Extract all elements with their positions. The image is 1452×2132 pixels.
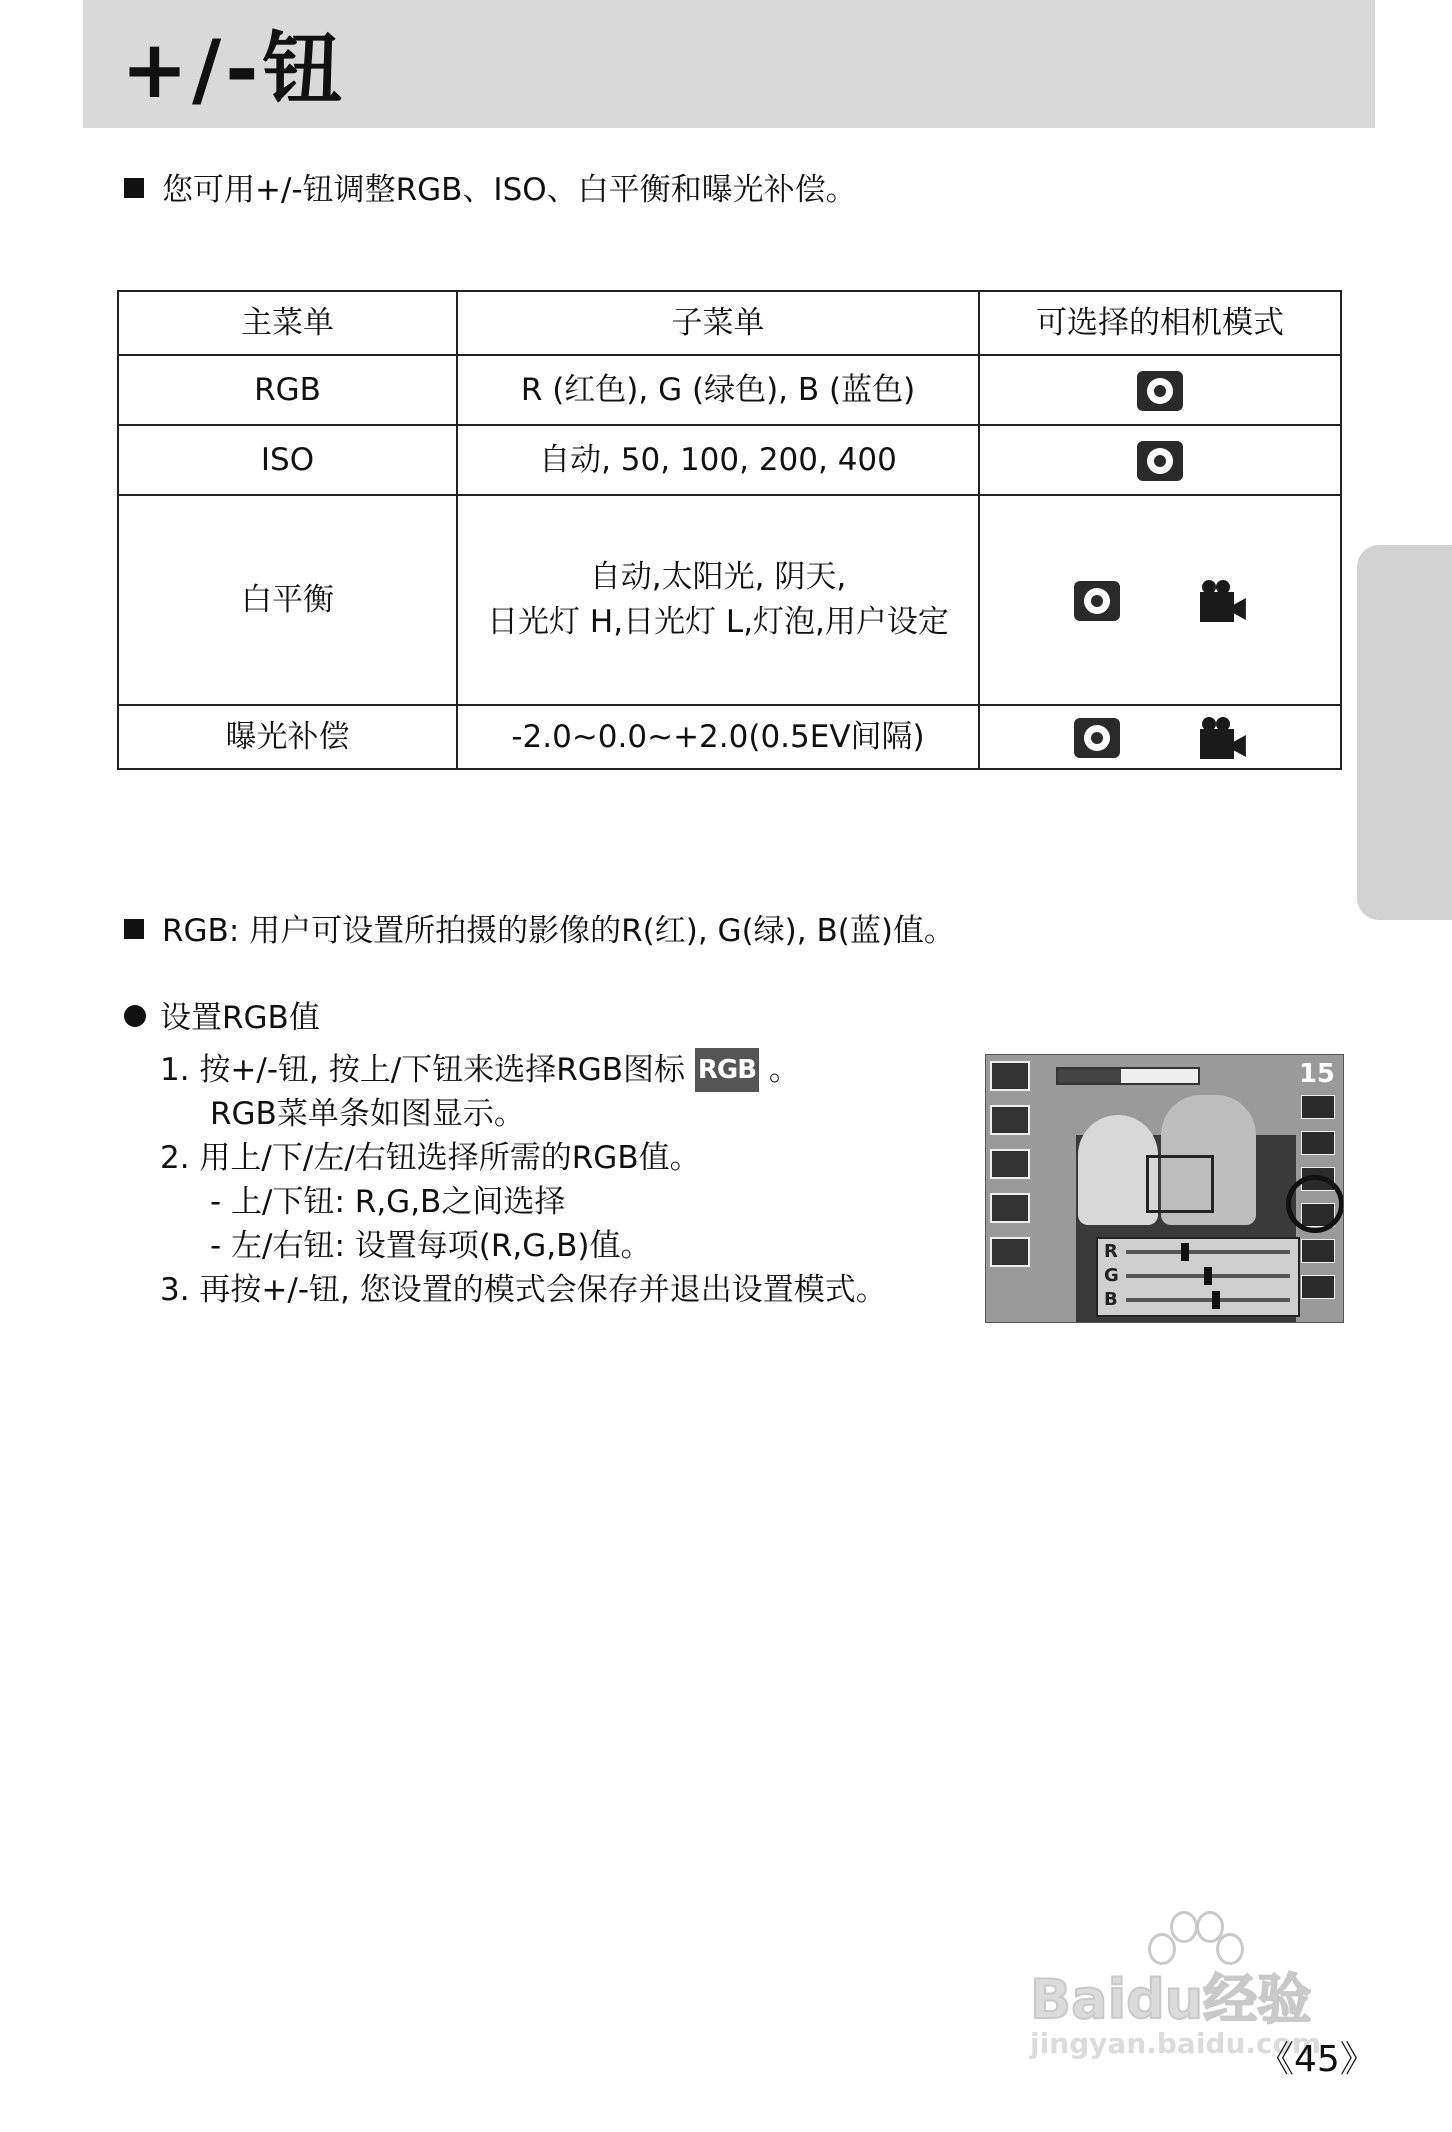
rgb-note-text: RGB: 用户可设置所拍摄的影像的R(红), G(绿), B(蓝)值。	[162, 913, 955, 949]
watermark-url: jingyan.baidu.com	[1030, 2027, 1322, 2060]
row-main: RGB	[118, 355, 457, 425]
flash-icon	[990, 1149, 1030, 1179]
battery-icon	[990, 1237, 1030, 1267]
intro-text: 您可用+/-钮调整RGB、ISO、白平衡和曝光补偿。	[162, 172, 857, 208]
camera-icon	[1074, 581, 1120, 621]
row-sub	[457, 495, 979, 705]
step-2: 2. 用上/下/左/右钮选择所需的RGB值。	[160, 1140, 701, 1176]
step-1-detail: RGB菜单条如图显示。	[210, 1096, 525, 1132]
camera-mode-icon	[990, 1061, 1030, 1091]
section-title: 设置RGB值	[160, 1000, 320, 1036]
movie-icon	[1200, 717, 1246, 759]
section-title-line	[124, 1000, 320, 1036]
row-modes	[979, 355, 1341, 425]
movie-icon	[1200, 580, 1246, 622]
quality-icon	[1301, 1131, 1335, 1155]
page-title: +/-钮	[121, 23, 347, 116]
header-main-menu: 主菜单	[118, 291, 457, 355]
page-header	[83, 0, 1375, 128]
size-icon	[1301, 1095, 1335, 1119]
row-sub: R (红色), G (绿色), B (蓝色)	[457, 355, 979, 425]
left-icon-column	[990, 1061, 1030, 1281]
round-bullet-icon	[124, 1005, 146, 1027]
row-sub: 自动, 50, 100, 200, 400	[457, 425, 979, 495]
rgb-knob	[1212, 1291, 1220, 1309]
steps-list	[160, 1048, 887, 1312]
modes-table	[117, 290, 1342, 770]
row-sub-line: 日光灯 H,日光灯 L,灯泡,用户设定	[487, 604, 949, 640]
step-2-b: - 左/右钮: 设置每项(R,G,B)值。	[210, 1228, 652, 1264]
rgb-row: G	[1102, 1265, 1294, 1287]
highlight-circle	[1286, 1175, 1344, 1233]
page-number: 《45》	[1258, 2039, 1376, 2080]
rgb-row: B	[1102, 1289, 1294, 1311]
row-main: 曝光补偿	[118, 705, 457, 769]
table-row	[118, 425, 1341, 495]
square-bullet-icon	[124, 178, 144, 198]
camera-icon	[1137, 371, 1183, 411]
shot-count: 15	[1298, 1059, 1335, 1089]
rgb-icon: RGB	[695, 1048, 759, 1092]
step-3: 3. 再按+/-钮, 您设置的模式会保存并退出设置模式。	[160, 1272, 887, 1308]
rgb-panel	[1096, 1237, 1300, 1317]
row-main: 白平衡	[118, 495, 457, 705]
side-tab	[1357, 545, 1452, 920]
rgb-row: R	[1102, 1241, 1294, 1263]
table-header-row	[118, 291, 1341, 355]
intro-line	[124, 172, 857, 208]
table-row	[118, 355, 1341, 425]
iso-icon	[1301, 1239, 1335, 1263]
wb-icon	[1301, 1275, 1335, 1299]
timer-icon	[990, 1193, 1030, 1223]
row-sub-line: 自动,太阳光, 阴天,	[589, 559, 847, 596]
square-bullet-icon	[124, 919, 144, 939]
table-row	[118, 495, 1341, 705]
camera-screen-image	[985, 1054, 1344, 1323]
step-1: 1. 按+/-钮, 按上/下钮来选择RGB图标 RGB 。	[160, 1048, 887, 1092]
rgb-knob	[1204, 1267, 1212, 1285]
exposure-bar	[1056, 1067, 1200, 1085]
header-sub-menu: 子菜单	[457, 291, 979, 355]
row-modes	[979, 495, 1341, 705]
header-camera-modes: 可选择的相机模式	[979, 291, 1341, 355]
row-sub: -2.0~0.0~+2.0(0.5EV间隔)	[457, 705, 979, 769]
row-modes	[979, 425, 1341, 495]
rgb-knob	[1181, 1243, 1189, 1261]
watermark-brand: Baidu经验	[1030, 1968, 1312, 2031]
row-main: ISO	[118, 425, 457, 495]
focus-frame	[1146, 1155, 1214, 1213]
menu-icon	[990, 1105, 1030, 1135]
step-2-a: - 上/下钮: R,G,B之间选择	[210, 1184, 566, 1220]
table-row	[118, 705, 1341, 769]
rgb-note-line	[124, 913, 955, 949]
camera-icon	[1074, 718, 1120, 758]
camera-icon	[1137, 441, 1183, 481]
row-modes	[979, 705, 1341, 769]
